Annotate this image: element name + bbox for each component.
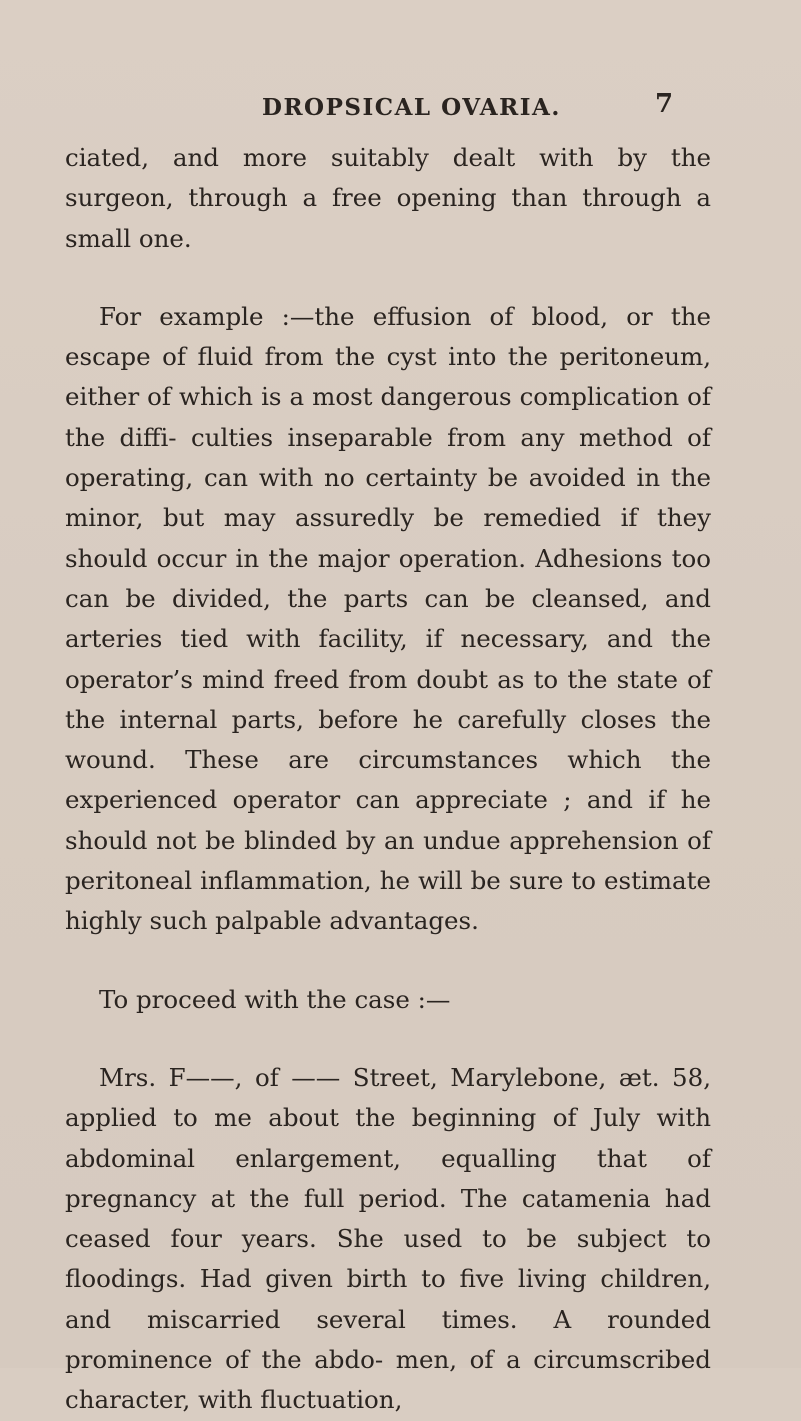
paragraph-for-example: For example :—the effusion of blood, or the escape of fluid from the cyst into the peritoneum, either of which is a most dangerous complication of the diffi- culties inseparable from any method of operating, can with no certainty be avoided in the minor, but may assuredly be remedied if they should occur in the major operation. Adhesions too can be divided, the parts can be cleansed, and arteries tied with facility, if necessary, and the operator’s mind freed from doubt as to the state of the internal parts, before he carefully closes the wound. These are circumstances which the experienced operator can appreciate ; and if he should not be blinded by an undue apprehension of peritoneal inflammation, he will be sure to estimate highly such palpable advantages. xyxy=(65,301,711,936)
paragraph-continuation: ciated, and more suitably dealt with by the surgeon, through a free opening than through a small one. xyxy=(65,143,711,253)
paragraph-to-proceed: To proceed with the case :— xyxy=(99,984,451,1014)
paragraph-case-report: Mrs. F——, of —— Street, Marylebone, æt. 58, applied to me about the beginning of July with abdominal enlargement, equalling that of pregnancy at the full period. The catamenia had ceased four years. She used to be subject to floodings. Had given birth to five living children, and miscarried several times. A rounded prominence of the abdo- men, of a circumscribed character, with fluctuation, xyxy=(65,1062,711,1415)
paragraph-gap xyxy=(65,259,711,297)
page-header xyxy=(0,86,801,126)
paragraph-gap xyxy=(65,1020,711,1058)
paragraph-gap xyxy=(65,942,711,980)
page-number: 7 xyxy=(655,89,674,119)
running-head: DROPSICAL OVARIA. xyxy=(262,94,561,121)
body-text xyxy=(65,138,711,1421)
